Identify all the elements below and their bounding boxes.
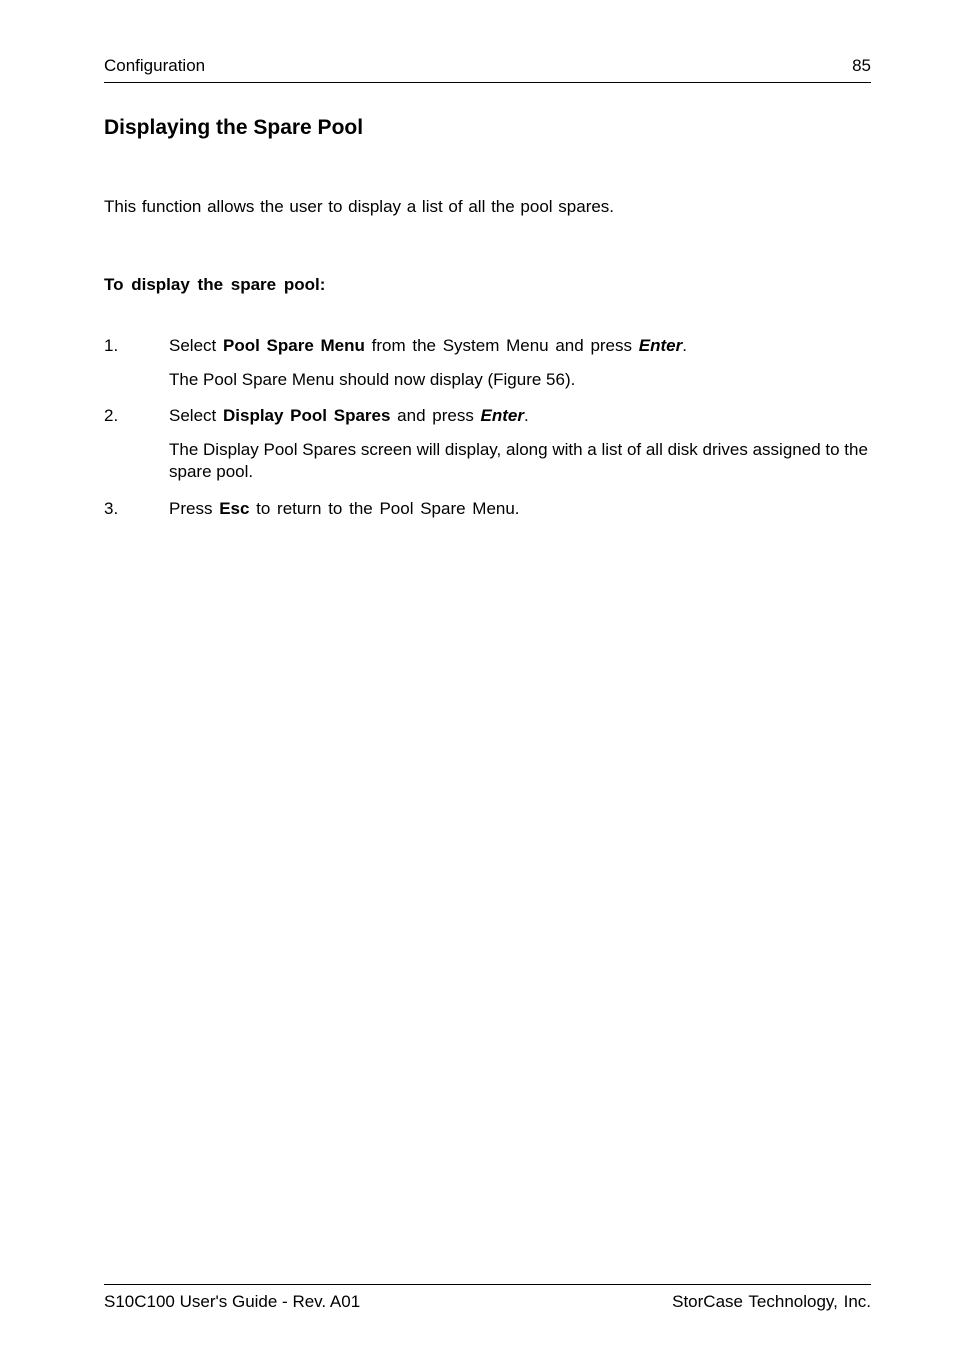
- step-note: The Display Pool Spares screen will display, along with a list of all disk drives assigned to the spare pool.: [169, 440, 868, 481]
- procedure-heading: To display the spare pool:: [104, 275, 326, 294]
- step-text: and press: [390, 406, 481, 425]
- step-text: Select: [169, 336, 223, 355]
- footer-company-name: StorCase Technology, Inc.: [672, 1292, 871, 1311]
- step-body: [169, 406, 871, 483]
- intro-paragraph: This function allows the user to display a list of all the pool spares.: [104, 197, 615, 216]
- step-text: to return to the Pool Spare Menu.: [249, 499, 520, 518]
- step-instruction: [169, 406, 871, 426]
- step-text: Press: [169, 499, 220, 518]
- step-note: The Pool Spare Menu should now display (Figure 56).: [169, 370, 576, 389]
- step-text: .: [524, 406, 529, 425]
- step-number: 2.: [104, 406, 119, 425]
- footer-document-title: S10C100 User's Guide - Rev. A01: [104, 1292, 361, 1311]
- step-instruction: [169, 336, 871, 356]
- step-number: 1.: [104, 336, 119, 355]
- key-name: Esc: [219, 499, 250, 518]
- key-name: Enter: [638, 336, 683, 355]
- step-number: 3.: [104, 499, 119, 518]
- step-instruction: [169, 499, 871, 519]
- menu-item-name: Display Pool Spares: [222, 406, 391, 425]
- header-page-number: 85: [852, 56, 871, 75]
- header-section-name: Configuration: [104, 56, 206, 75]
- page-footer: [104, 1284, 871, 1316]
- key-name: Enter: [480, 406, 525, 425]
- step-body: [169, 499, 871, 519]
- menu-item-name: Pool Spare Menu: [222, 336, 365, 355]
- section-title: Displaying the Spare Pool: [104, 116, 364, 139]
- step-text: .: [682, 336, 687, 355]
- step-body: [169, 336, 871, 391]
- step-text: Select: [169, 406, 223, 425]
- page-header: [104, 56, 871, 83]
- step-text: from the System Menu and press: [364, 336, 639, 355]
